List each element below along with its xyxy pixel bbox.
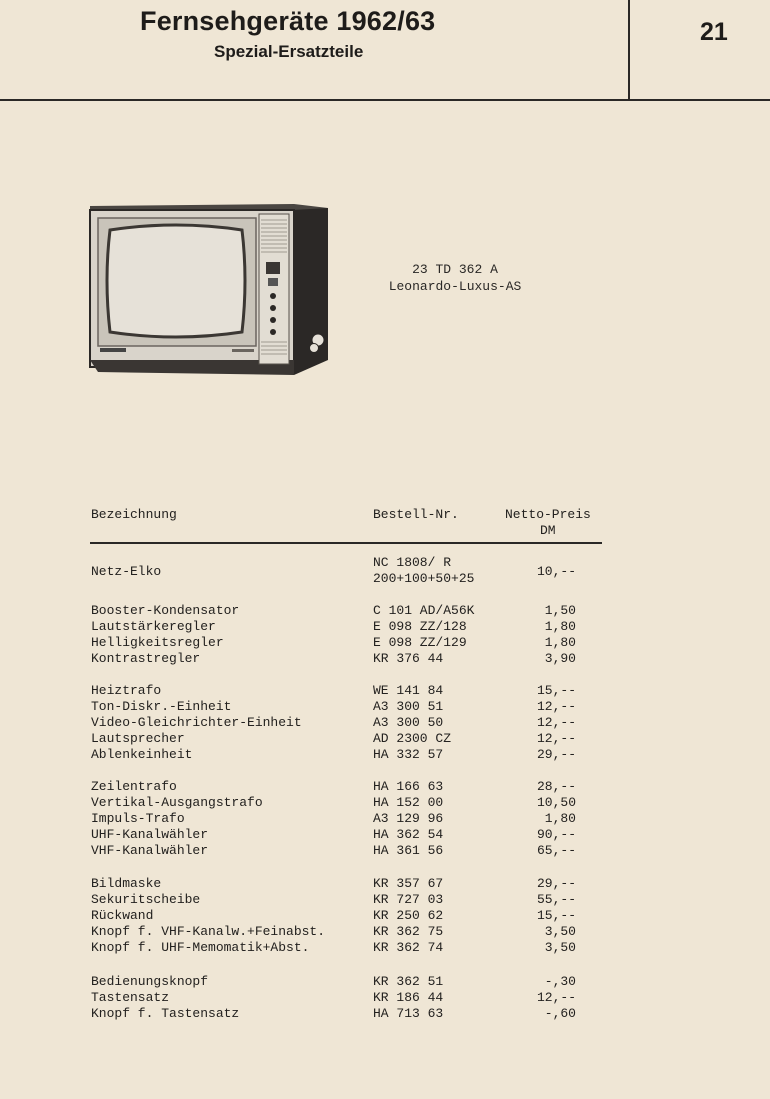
part-name: Bedienungsknopf (91, 974, 209, 989)
part-name: Helligkeitsregler (91, 635, 224, 650)
table-row (0, 876, 770, 892)
table-row (0, 731, 770, 747)
order-number: HA 361 56 (373, 843, 444, 858)
net-price: 10,50 (536, 795, 576, 810)
table-row (0, 699, 770, 715)
net-price: 65,-- (536, 843, 576, 858)
television-set-photo (88, 200, 333, 380)
order-number: A3 300 51 (373, 699, 444, 714)
net-price: 28,-- (536, 779, 576, 794)
net-price: 29,-- (536, 747, 576, 762)
order-number: KR 727 03 (373, 892, 444, 907)
order-number: C 101 AD/A56K (373, 603, 475, 618)
net-price: 15,-- (536, 683, 576, 698)
order-number: KR 186 44 (373, 990, 444, 1005)
part-name: VHF-Kanalwähler (91, 843, 209, 858)
table-row (0, 940, 770, 956)
table-row (0, 924, 770, 940)
table-row (0, 747, 770, 763)
part-name: Impuls-Trafo (91, 811, 185, 826)
column-header-currency: DM (540, 523, 556, 538)
part-name: Bildmaske (91, 876, 162, 891)
net-price: 1,80 (544, 811, 576, 826)
order-number: KR 362 75 (373, 924, 444, 939)
part-name: Rückwand (91, 908, 154, 923)
net-price: -,60 (544, 1006, 576, 1021)
page-number: 21 (700, 18, 728, 46)
order-number: HA 713 63 (373, 1006, 444, 1021)
net-price: 12,-- (536, 731, 576, 746)
table-row (0, 651, 770, 667)
net-price: 3,50 (544, 924, 576, 939)
net-price: 12,-- (536, 699, 576, 714)
column-header-price: Netto-Preis (505, 507, 591, 522)
order-number: KR 362 74 (373, 940, 444, 955)
part-name: Knopf f. VHF-Kanalw.+Feinabst. (91, 924, 326, 939)
header-divider-horizontal (0, 99, 770, 101)
column-header-order: Bestell-Nr. (373, 507, 459, 522)
net-price: 90,-- (536, 827, 576, 842)
part-name: Kontrastregler (91, 651, 201, 666)
order-number: KR 357 67 (373, 876, 444, 891)
part-name: Zeilentrafo (91, 779, 177, 794)
part-name: Booster-Kondensator (91, 603, 240, 618)
order-number: AD 2300 CZ (373, 731, 452, 746)
part-name: Tastensatz (91, 990, 170, 1005)
part-name: Heiztrafo (91, 683, 162, 698)
table-row (0, 811, 770, 827)
order-number: A3 129 96 (373, 811, 444, 826)
header-divider-vertical (628, 0, 630, 101)
part-name: Vertikal-Ausgangstrafo (91, 795, 263, 810)
table-row (0, 990, 770, 1006)
table-row (0, 827, 770, 843)
net-price: 55,-- (536, 892, 576, 907)
part-name: Lautstärkeregler (91, 619, 216, 634)
table-row-name: Netz-Elko (91, 564, 162, 579)
order-number: HA 166 63 (373, 779, 444, 794)
model-number: 23 TD 362 A (412, 262, 498, 277)
part-name: Sekuritscheibe (91, 892, 201, 907)
part-name: Video-Gleichrichter-Einheit (91, 715, 302, 730)
net-price: 15,-- (536, 908, 576, 923)
table-row (0, 1006, 770, 1022)
order-number: E 098 ZZ/128 (373, 619, 467, 634)
net-price: 1,80 (544, 619, 576, 634)
table-row-order: NC 1808/ R (373, 555, 452, 570)
part-name: UHF-Kanalwähler (91, 827, 209, 842)
order-number: KR 250 62 (373, 908, 444, 923)
table-row (0, 908, 770, 924)
part-name: Ton-Diskr.-Einheit (91, 699, 232, 714)
order-number: E 098 ZZ/129 (373, 635, 467, 650)
table-row-price: 10,-- (536, 564, 576, 579)
order-number: KR 362 51 (373, 974, 444, 989)
order-number: HA 332 57 (373, 747, 444, 762)
net-price: 3,90 (544, 651, 576, 666)
order-number: HA 362 54 (373, 827, 444, 842)
net-price: -,30 (544, 974, 576, 989)
table-row (0, 603, 770, 619)
net-price: 12,-- (536, 715, 576, 730)
model-name: Leonardo-Luxus-AS (388, 279, 522, 294)
table-row (0, 892, 770, 908)
table-header-rule (90, 542, 602, 544)
net-price: 29,-- (536, 876, 576, 891)
order-number: KR 376 44 (373, 651, 444, 666)
table-row (0, 683, 770, 699)
net-price: 12,-- (536, 990, 576, 1005)
order-number: WE 141 84 (373, 683, 444, 698)
table-row (0, 779, 770, 795)
table-row (0, 715, 770, 731)
table-row (0, 974, 770, 990)
net-price: 3,50 (544, 940, 576, 955)
net-price: 1,50 (544, 603, 576, 618)
page-subtitle: Spezial-Ersatzteile (214, 42, 364, 61)
part-name: Knopf f. Tastensatz (91, 1006, 240, 1021)
order-number: HA 152 00 (373, 795, 444, 810)
part-name: Ablenkeinheit (91, 747, 193, 762)
table-row (0, 619, 770, 635)
part-name: Knopf f. UHF-Memomatik+Abst. (91, 940, 310, 955)
page-title: Fernsehgeräte 1962/63 (140, 6, 436, 36)
column-header-name: Bezeichnung (91, 507, 177, 522)
table-row-order: 200+100+50+25 (373, 571, 475, 586)
table-row (0, 635, 770, 651)
order-number: A3 300 50 (373, 715, 444, 730)
net-price: 1,80 (544, 635, 576, 650)
table-row (0, 843, 770, 859)
part-name: Lautsprecher (91, 731, 185, 746)
table-row (0, 795, 770, 811)
